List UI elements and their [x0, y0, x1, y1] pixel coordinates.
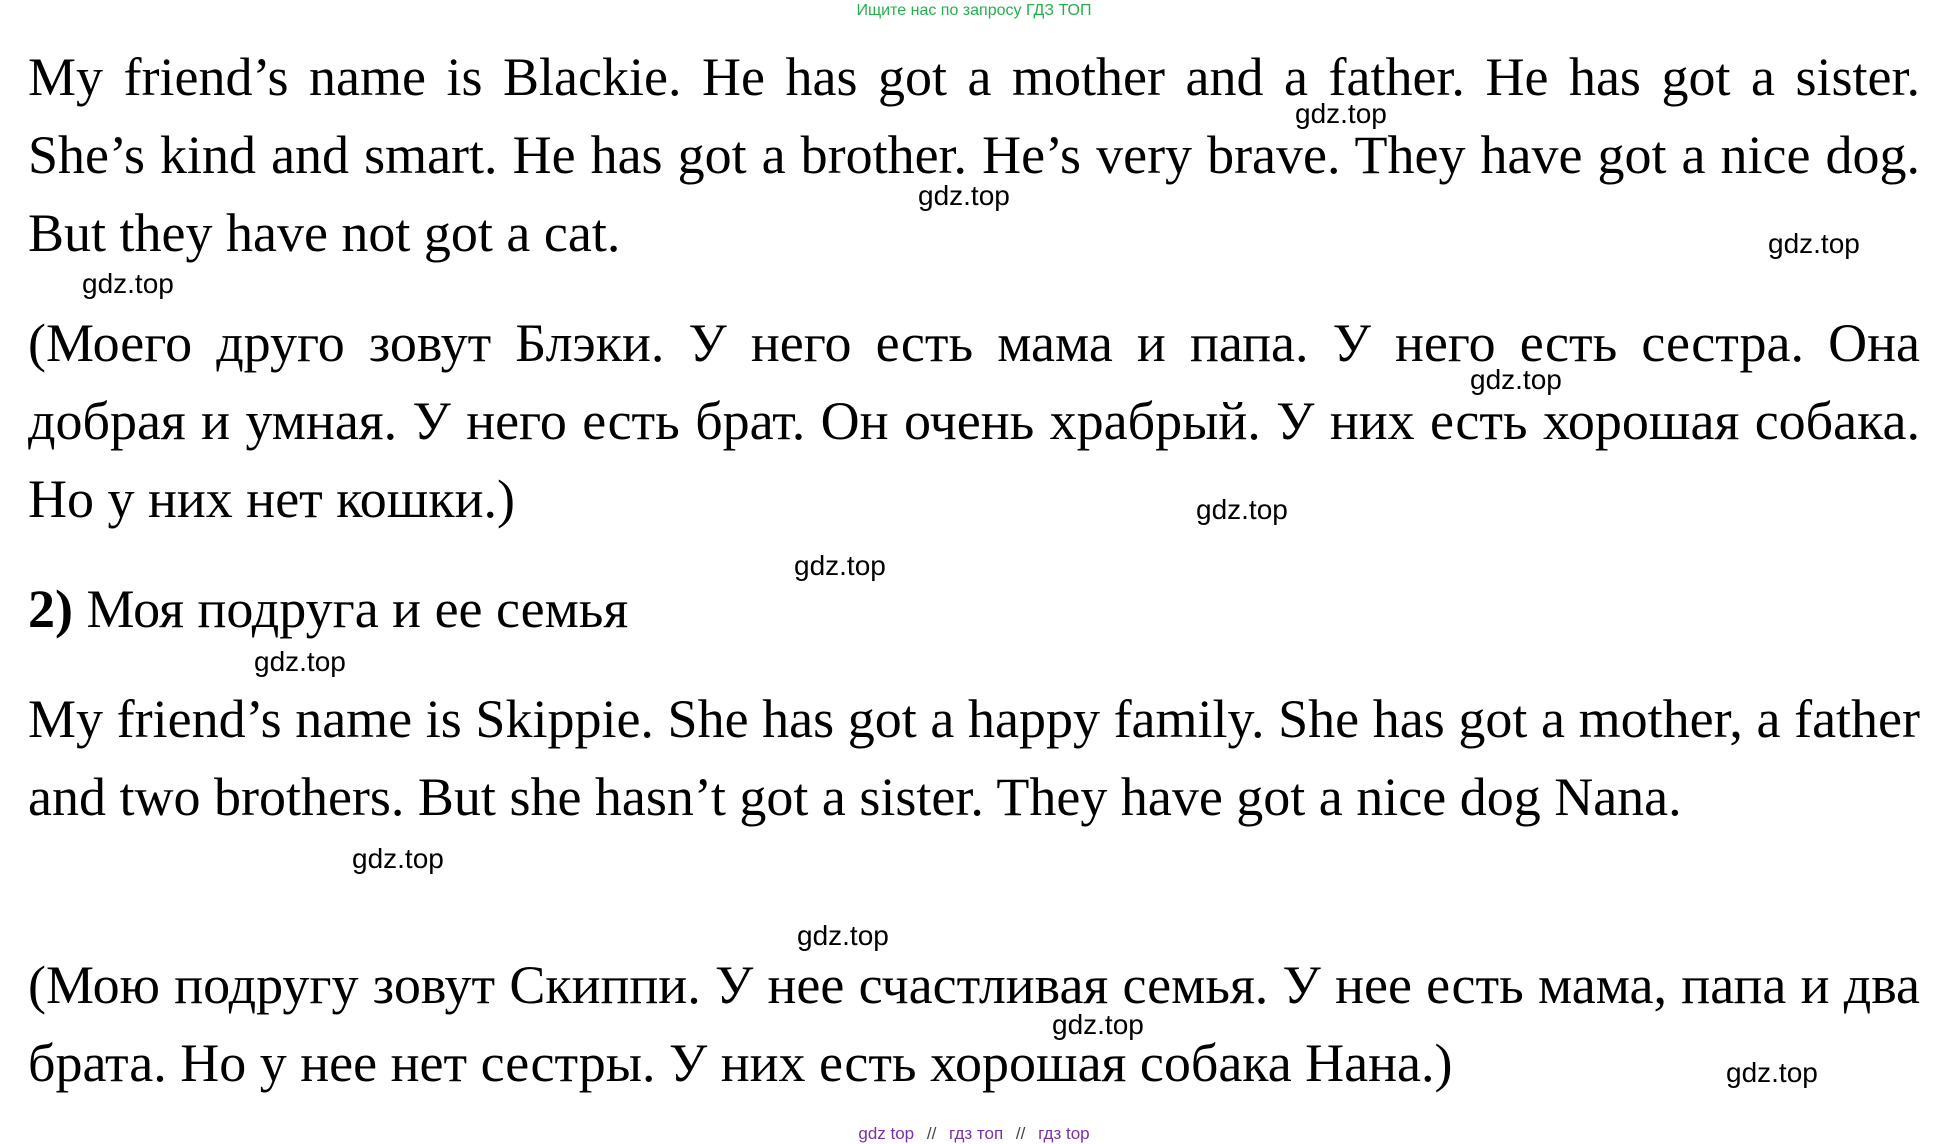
paragraph-1-english: My friend’s name is Blackie. He has got a mother and a father. He has got a sister. She’s kind and smart. He has got a brother. He’s very brave. They have got a nice dog. But they have not got a cat.	[28, 47, 1920, 263]
paragraph-1-russian: (Моего друго зовут Блэки. У него есть мама и папа. У него есть сестра. Она добрая и умная. У него есть брат. Он очень храбрый. У них есть хорошая собака. Но у них нет кошки.)	[28, 313, 1920, 529]
bottom-separator: //	[1015, 1124, 1026, 1143]
bottom-link-3[interactable]: гдз top	[1038, 1124, 1090, 1143]
watermark: gdz.top	[1768, 228, 1860, 259]
bottom-link-2[interactable]: гдз топ	[949, 1124, 1004, 1143]
paragraph-2-english: My friend’s name is Skippie. She has got a happy family. She has got a mother, a father and two brothers. But she hasn’t got a sister. They have got a nice dog Nana.	[28, 689, 1920, 827]
watermark: gdz.top	[797, 920, 889, 951]
bottom-separator: //	[926, 1124, 937, 1143]
watermark: gdz.top	[1295, 98, 1387, 129]
watermark: gdz.top	[794, 550, 886, 581]
watermark: gdz.top	[1726, 1057, 1818, 1088]
section-title: Моя подруга и ее семья	[86, 579, 629, 639]
watermark: gdz.top	[254, 646, 346, 677]
section-heading	[28, 574, 628, 644]
watermark: gdz.top	[352, 843, 444, 874]
watermark: gdz.top	[82, 268, 174, 299]
bottom-link-1[interactable]: gdz top	[858, 1124, 915, 1143]
bottom-banner	[0, 1124, 1948, 1144]
watermark: gdz.top	[1052, 1009, 1144, 1040]
watermark: gdz.top	[1196, 494, 1288, 525]
section-number: 2)	[28, 579, 73, 639]
watermark: gdz.top	[1470, 364, 1562, 395]
paragraph-2-russian: (Мою подругу зовут Скиппи. У нее счастливая семья. У нее есть мама, папа и два брата. Но у нее нет сестры. У них есть хорошая собака Нана.)	[28, 955, 1920, 1093]
top-banner-link[interactable]: Ищите нас по запросу ГДЗ ТОП	[856, 2, 1092, 19]
watermark: gdz.top	[918, 180, 1010, 211]
